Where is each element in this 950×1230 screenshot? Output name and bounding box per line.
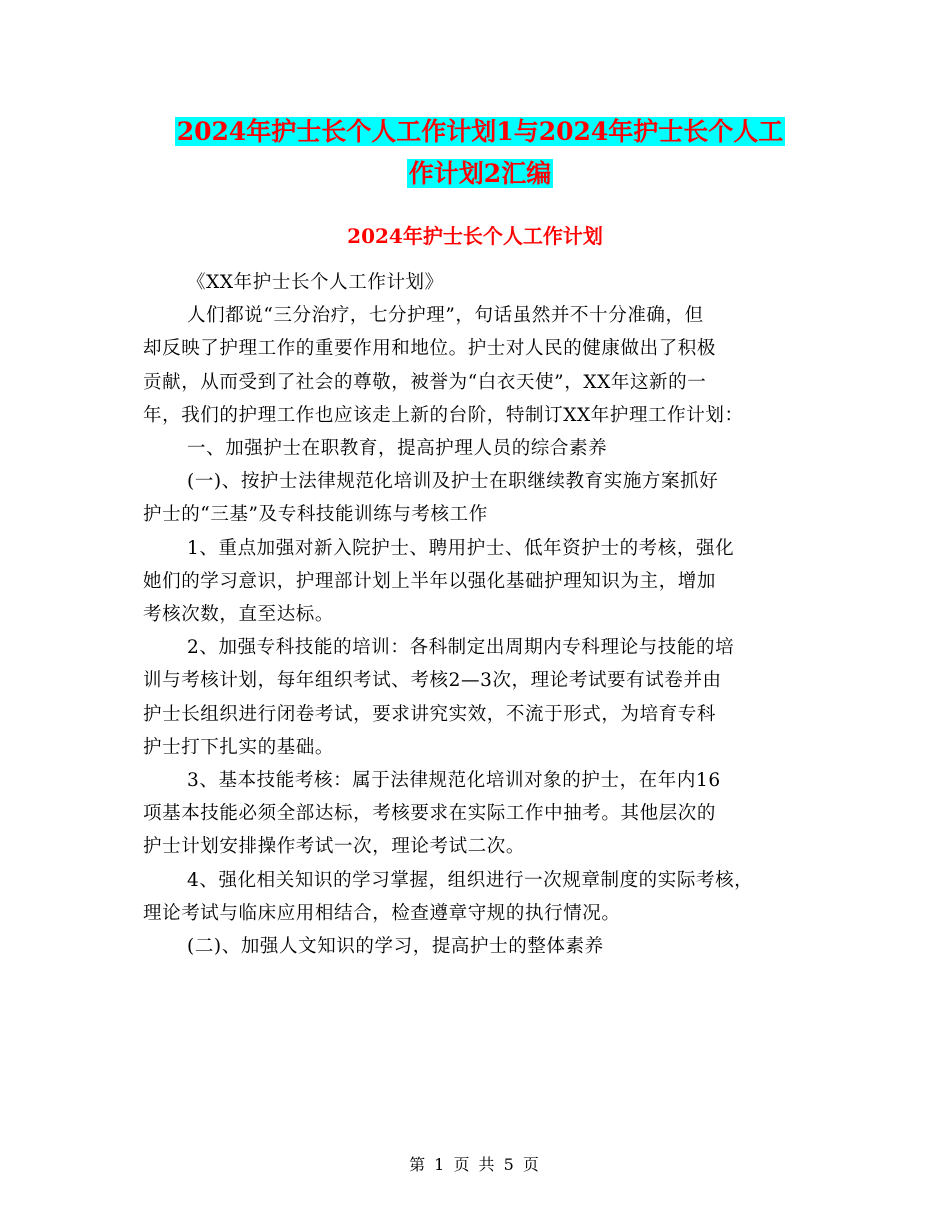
body-line: 理论考试与临床应用相结合，检查遵章守规的执行情况。 [143,902,621,924]
body-line: 人们都说“三分治疗，七分护理”，句话虽然并不十分准确，但 [187,305,704,327]
body-line: 4、强化相关知识的学习掌握，组织进行一次规章制度的实际考核， [187,869,754,891]
title-highlight-1: 2024年护士长个人工作计划1与2024年护士长个人工 [176,117,784,146]
body-line: 项基本技能必须全部达标，考核要求在实际工作中抽考。其他层次的 [143,803,717,825]
body-line: 护士长组织进行闭卷考试，要求讲究实效，不流于形式，为培育专科 [143,703,717,725]
body-line: 考核次数，直至达标。 [143,604,335,626]
body-line: 一、加强护士在职教育，提高护理人员的综合素养 [187,438,608,460]
body-line: (二)、加强人文知识的学习，提高护士的整体素养 [187,936,604,958]
body-line: 护士打下扎实的基础。 [143,736,335,758]
body-line: 《XX年护士长个人工作计划》 [187,272,444,293]
body-line: (一)、按护士法律规范化培训及护士在职继续教育实施方案抓好 [187,471,719,493]
body-line: 却反映了护理工作的重要作用和地位。护士对人民的健康做出了积极 [143,338,717,360]
page-footer: 第 1 页 共 5 页 [409,1155,541,1174]
section-title: 2024年护士长个人工作计划 [347,224,603,248]
document-title-line-2 [140,158,820,190]
body-line: 护士的“三基”及专科技能训练与考核工作 [143,504,488,526]
body-line: 1、重点加强对新入院护士、聘用护士、低年资护士的考核，强化 [187,537,735,559]
title-highlight-2: 作计划2汇编 [408,159,552,188]
body-line: 训与考核计划，每年组织考试、考核2—3次，理论考试要有试卷并由 [143,670,722,692]
body-line: 贡献，从而受到了社会的尊敬，被誉为“白衣天使”，XX年这新的一 [143,371,707,393]
document-body [143,266,808,963]
body-line: 3、基本技能考核：属于法律规范化培训对象的护士，在年内16 [187,770,721,792]
body-line: 她们的学习意识，护理部计划上半年以强化基础护理知识为主，增加 [143,570,717,592]
body-line: 2、加强专科技能的培训：各科制定出周期内专科理论与技能的培 [187,637,735,659]
body-line: 年，我们的护理工作也应该走上新的台阶，特制订XX年护理工作计划： [143,404,744,426]
body-line: 护士计划安排操作考试一次，理论考试二次。 [143,836,526,858]
document-title-line-1 [140,116,820,148]
